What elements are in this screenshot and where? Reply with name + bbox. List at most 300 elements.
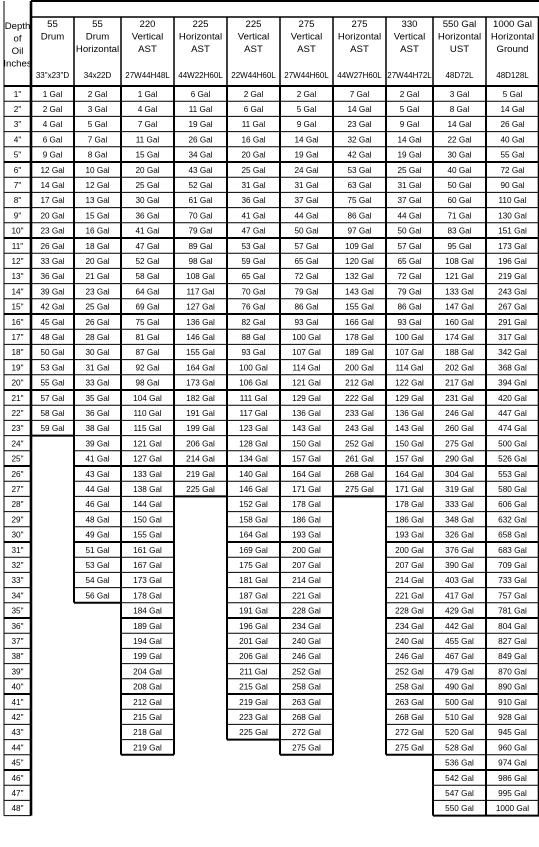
gallon-value: 200 Gal	[292, 545, 321, 555]
gallon-value: 166 Gal	[345, 317, 374, 327]
depth-label: 28"	[11, 500, 24, 510]
gallon-value: 9 Gal	[399, 120, 420, 130]
gallon-value: 107 Gal	[292, 348, 321, 358]
depth-label: 8"	[13, 196, 22, 206]
gallon-value: 368 Gal	[498, 363, 527, 373]
gallon-value: 35 Gal	[85, 393, 110, 403]
gallon-value: 252 Gal	[292, 667, 321, 677]
gallon-value: 28 Gal	[85, 333, 110, 342]
gallon-value: 164 Gal	[239, 530, 268, 540]
gallon-value: 7 Gal	[137, 120, 158, 130]
gallon-value: 93 Gal	[294, 317, 319, 327]
depth-label: 47"	[11, 789, 24, 798]
gallon-value: 1 Gal	[137, 89, 158, 99]
gallon-value: 93 Gal	[241, 348, 266, 358]
gallon-value: 50 Gal	[294, 226, 319, 236]
depth-label: 41"	[11, 697, 24, 707]
gallon-value: 16 Gal	[241, 135, 266, 145]
gallon-value: 164 Gal	[395, 469, 424, 479]
gallon-value: 804 Gal	[498, 621, 527, 631]
gallon-value: 6 Gal	[243, 105, 264, 114]
gallon-value: 199 Gal	[133, 652, 162, 662]
gallon-value: 467 Gal	[445, 652, 474, 662]
gallon-value: 129 Gal	[292, 393, 321, 403]
gallon-value: 83 Gal	[447, 226, 472, 236]
gallon-value: 348 Gal	[445, 515, 474, 525]
gallon-value: 109 Gal	[345, 241, 374, 251]
gallon-value: 31 Gal	[241, 181, 266, 190]
gallon-value: 8 Gal	[87, 150, 108, 160]
gallon-value: 81 Gal	[135, 333, 160, 342]
gallon-value: 212 Gal	[345, 378, 374, 388]
gallon-value: 5 Gal	[296, 105, 317, 114]
gallon-value: 175 Gal	[239, 561, 268, 570]
gallon-value: 214 Gal	[292, 576, 321, 586]
gallon-value: 2 Gal	[243, 89, 264, 99]
gallon-value: 208 Gal	[133, 682, 162, 692]
gallon-value: 46 Gal	[85, 500, 110, 510]
gallon-value: 234 Gal	[395, 621, 424, 631]
gallon-value: 233 Gal	[345, 409, 374, 418]
depth-label: 1"	[13, 89, 22, 99]
gallon-value: 632 Gal	[498, 515, 527, 525]
gallon-value: 228 Gal	[395, 606, 424, 616]
gallon-value: 25 Gal	[85, 302, 110, 312]
gallon-value: 376 Gal	[445, 545, 474, 555]
gallon-value: 72 Gal	[397, 272, 422, 282]
gallon-value: 326 Gal	[445, 530, 474, 540]
depth-label: 48"	[11, 804, 24, 814]
gallon-value: 121 Gal	[133, 439, 162, 449]
depth-label: 22"	[11, 409, 24, 418]
tank-header-name: 1000 Gal	[493, 19, 532, 30]
gallon-value: 93 Gal	[397, 317, 422, 327]
gallon-value: 252 Gal	[395, 667, 424, 677]
tank-header-name: Drum	[40, 31, 65, 43]
gallon-value: 107 Gal	[395, 348, 424, 358]
gallon-value: 14 Gal	[447, 120, 472, 130]
gallon-value: 157 Gal	[292, 454, 321, 464]
gallon-value: 22 Gal	[447, 135, 472, 145]
tank-header-name: UST	[449, 44, 470, 55]
tank-header-dims: 27W44H72L	[387, 71, 432, 80]
gallon-value: 47 Gal	[241, 226, 266, 236]
gallon-value: 275 Gal	[292, 743, 321, 753]
gallon-value: 218 Gal	[133, 728, 162, 738]
gallon-value: 31 Gal	[85, 363, 110, 373]
gallon-value: 23 Gal	[40, 226, 65, 236]
gallon-value: 42 Gal	[347, 150, 372, 160]
gallon-value: 7 Gal	[349, 89, 370, 99]
gallon-value: 33 Gal	[85, 378, 110, 388]
depth-header-line: Inches	[3, 58, 32, 70]
gallon-value: 36 Gal	[85, 409, 110, 418]
gallon-value: 61 Gal	[188, 196, 213, 206]
gallon-value: 88 Gal	[241, 333, 266, 342]
gallon-value: 240 Gal	[292, 637, 321, 646]
gallon-value: 51 Gal	[85, 545, 110, 555]
gallon-value: 219 Gal	[133, 743, 162, 753]
gallon-value: 19 Gal	[294, 150, 319, 160]
gallon-value: 41 Gal	[241, 211, 266, 221]
gallon-value: 143 Gal	[345, 287, 374, 297]
tank-header-name: 55	[92, 19, 103, 30]
tank-header-dims: 48D72L	[445, 71, 474, 80]
gallon-value: 45 Gal	[40, 317, 65, 327]
gallon-value: 12 Gal	[85, 181, 110, 190]
gallon-value: 133 Gal	[445, 287, 474, 297]
gallon-value: 7 Gal	[87, 135, 108, 145]
gallon-value: 100 Gal	[292, 333, 321, 342]
gallon-value: 104 Gal	[133, 393, 162, 403]
gallon-value: 228 Gal	[292, 606, 321, 616]
gallon-value: 207 Gal	[395, 561, 424, 570]
gallon-value: 65 Gal	[241, 272, 266, 282]
gallon-value: 206 Gal	[239, 652, 268, 662]
gallon-value: 17 Gal	[40, 196, 65, 206]
depth-label: 4"	[13, 135, 22, 145]
gallon-value: 44 Gal	[397, 211, 422, 221]
gallon-value: 26 Gal	[85, 317, 110, 327]
tank-header-dims: 34x22D	[83, 71, 112, 80]
gallon-value: 106 Gal	[239, 378, 268, 388]
gallon-value: 11 Gal	[188, 105, 213, 114]
depth-label: 27"	[11, 485, 24, 494]
gallon-value: 30 Gal	[135, 196, 160, 206]
gallon-value: 110 Gal	[133, 409, 162, 418]
depth-label: 32"	[11, 561, 24, 570]
gallon-value: 215 Gal	[133, 713, 162, 722]
tank-header-name: Horizontal	[178, 31, 223, 43]
gallon-value: 138 Gal	[133, 485, 162, 494]
tank-header-dims: 33"x23"D	[35, 71, 70, 80]
gallon-value: 33 Gal	[40, 257, 65, 266]
gallon-value: 870 Gal	[498, 667, 527, 677]
gallon-value: 709 Gal	[498, 561, 527, 570]
gallon-value: 19 Gal	[188, 120, 213, 130]
tank-header-name: 275	[351, 19, 368, 30]
gallon-value: 403 Gal	[445, 576, 474, 586]
gallon-value: 48 Gal	[40, 333, 65, 342]
gallon-value: 221 Gal	[292, 591, 321, 601]
gallon-value: 58 Gal	[40, 409, 65, 418]
gallon-value: 191 Gal	[186, 409, 215, 418]
gallon-value: 18 Gal	[85, 241, 110, 251]
gallon-value: 43 Gal	[85, 469, 110, 479]
gallon-value: 44 Gal	[294, 211, 319, 221]
depth-label: 21"	[11, 393, 24, 403]
gallon-value: 184 Gal	[133, 606, 162, 616]
depth-header-line: Oil	[11, 46, 24, 57]
depth-header-line: Depth	[4, 21, 31, 32]
gallon-value: 146 Gal	[239, 485, 268, 494]
gallon-value: 189 Gal	[345, 348, 374, 358]
gallon-value: 20 Gal	[85, 257, 110, 266]
gallon-value: 243 Gal	[498, 287, 527, 297]
tank-header-name: Horizontal	[337, 31, 382, 43]
gallon-value: 246 Gal	[292, 652, 321, 662]
gallon-value: 182 Gal	[186, 393, 215, 403]
tank-header-dims: 44W27H60L	[337, 71, 382, 80]
gallon-value: 290 Gal	[445, 454, 474, 464]
gallon-value: 20 Gal	[40, 211, 65, 221]
gallon-value: 155 Gal	[345, 302, 374, 312]
tank-header-name: Horizontal	[75, 44, 120, 55]
tank-header-name: Vertical	[290, 31, 323, 43]
gallon-value: 16 Gal	[85, 226, 110, 236]
gallon-value: 150 Gal	[395, 439, 424, 449]
tank-header-name: 55	[47, 19, 58, 30]
gallon-value: 5 Gal	[399, 105, 420, 114]
tank-header-dims: 27W44H48L	[125, 71, 170, 80]
gallon-value: 86 Gal	[347, 211, 372, 221]
gallon-value: 136 Gal	[186, 317, 215, 327]
gallon-value: 291 Gal	[498, 317, 527, 327]
gallon-value: 2 Gal	[42, 105, 63, 114]
gallon-value: 140 Gal	[239, 469, 268, 479]
gallon-value: 6 Gal	[190, 89, 211, 99]
gallon-value: 36 Gal	[40, 272, 65, 282]
gallon-value: 5 Gal	[87, 120, 108, 130]
gallon-value: 152 Gal	[239, 500, 268, 510]
depth-label: 34"	[11, 591, 24, 601]
tank-header-name: 550 Gal	[442, 19, 477, 30]
depth-label: 12"	[11, 257, 24, 266]
gallon-value: 100 Gal	[239, 363, 268, 373]
gallon-value: 75 Gal	[347, 196, 372, 206]
gallon-value: 72 Gal	[294, 272, 319, 282]
tank-header-name: AST	[400, 44, 419, 55]
depth-label: 9"	[13, 211, 22, 221]
depth-label: 33"	[11, 576, 24, 586]
gallon-value: 214 Gal	[395, 576, 424, 586]
gallon-value: 500 Gal	[445, 697, 474, 707]
gallon-value: 211 Gal	[239, 667, 268, 677]
gallon-value: 54 Gal	[85, 576, 110, 586]
tank-header-name: AST	[138, 44, 157, 55]
gallon-value: 246 Gal	[395, 652, 424, 662]
gallon-value: 59 Gal	[40, 424, 65, 434]
gallon-value: 178 Gal	[292, 500, 321, 510]
gallon-value: 19 Gal	[397, 150, 422, 160]
gallon-value: 164 Gal	[186, 363, 215, 373]
gallon-value: 194 Gal	[133, 637, 162, 646]
gallon-value: 56 Gal	[85, 591, 110, 601]
gallon-value: 52 Gal	[135, 257, 160, 266]
gallon-value: 57 Gal	[40, 393, 65, 403]
gallon-value: 55 Gal	[40, 378, 65, 388]
gallon-value: 219 Gal	[186, 469, 215, 479]
gallon-value: 15 Gal	[135, 150, 160, 160]
gallon-value: 215 Gal	[239, 682, 268, 692]
gallon-value: 53 Gal	[241, 241, 266, 251]
gallon-value: 37 Gal	[294, 196, 319, 206]
gallon-value: 193 Gal	[395, 530, 424, 540]
gallon-value: 158 Gal	[239, 515, 268, 525]
gallon-value: 420 Gal	[498, 393, 527, 403]
gallon-value: 261 Gal	[345, 454, 374, 464]
gallon-value: 178 Gal	[345, 333, 374, 342]
gallon-value: 52 Gal	[188, 181, 213, 190]
gallon-value: 157 Gal	[395, 454, 424, 464]
gallon-value: 995 Gal	[498, 789, 527, 798]
gallon-value: 196 Gal	[239, 621, 268, 631]
depth-label: 24"	[11, 439, 24, 449]
gallon-value: 178 Gal	[133, 591, 162, 601]
gallon-value: 59 Gal	[241, 257, 266, 266]
depth-label: 38"	[11, 652, 24, 662]
gallon-value: 50 Gal	[397, 226, 422, 236]
gallon-value: 2 Gal	[399, 89, 420, 99]
gallon-value: 98 Gal	[135, 378, 160, 388]
gallon-value: 155 Gal	[133, 530, 162, 540]
gallon-value: 333 Gal	[445, 500, 474, 510]
tank-header-name: 275	[298, 19, 315, 30]
gallon-value: 13 Gal	[85, 196, 110, 206]
tank-header-name: Horizontal	[490, 31, 535, 43]
gallon-value: 275 Gal	[395, 743, 424, 753]
gallon-value: 171 Gal	[395, 485, 424, 494]
gallon-value: 243 Gal	[345, 424, 374, 434]
gallon-value: 53 Gal	[347, 165, 372, 175]
depth-label: 36"	[11, 621, 24, 631]
gallon-value: 757 Gal	[498, 591, 527, 601]
gallon-value: 31 Gal	[294, 181, 319, 190]
tank-header-name: Horizontal	[437, 31, 482, 43]
depth-label: 37"	[11, 637, 24, 646]
gallon-value: 263 Gal	[292, 697, 321, 707]
gallon-value: 111 Gal	[239, 393, 268, 403]
gallon-value: 606 Gal	[498, 500, 527, 510]
depth-label: 6"	[13, 165, 22, 175]
gallon-value: 34 Gal	[188, 150, 213, 160]
tank-header-name: Vertical	[393, 31, 426, 43]
gallon-value: 25 Gal	[241, 165, 266, 175]
depth-label: 42"	[11, 713, 24, 722]
gallon-value: 683 Gal	[498, 545, 527, 555]
depth-label: 2"	[13, 105, 22, 114]
gallon-value: 500 Gal	[498, 439, 527, 449]
gallon-value: 2 Gal	[296, 89, 317, 99]
gallon-value: 553 Gal	[498, 469, 527, 479]
gallon-value: 169 Gal	[239, 545, 268, 555]
depth-label: 26"	[11, 469, 24, 479]
tank-header-name: AST	[297, 44, 316, 55]
gallon-value: 199 Gal	[186, 424, 215, 434]
gallon-value: 219 Gal	[239, 697, 268, 707]
gallon-value: 217 Gal	[445, 378, 474, 388]
gallon-value: 155 Gal	[186, 348, 215, 358]
gallon-value: 49 Gal	[85, 530, 110, 540]
gallon-value: 173 Gal	[186, 378, 215, 388]
gallon-value: 207 Gal	[292, 561, 321, 570]
gallon-value: 21 Gal	[85, 272, 110, 282]
depth-label: 11"	[11, 241, 24, 251]
gallon-value: 202 Gal	[445, 363, 474, 373]
gallon-value: 429 Gal	[445, 606, 474, 616]
gallon-value: 479 Gal	[445, 667, 474, 677]
tank-header-name: Ground	[496, 44, 529, 55]
gallon-value: 191 Gal	[239, 606, 268, 616]
gallon-value: 186 Gal	[395, 515, 424, 525]
gallon-value: 526 Gal	[498, 454, 527, 464]
gallon-value: 974 Gal	[498, 758, 527, 768]
gallon-value: 136 Gal	[395, 409, 424, 418]
gallon-value: 196 Gal	[498, 257, 527, 266]
gallon-value: 246 Gal	[445, 409, 474, 418]
gallon-value: 24 Gal	[294, 165, 319, 175]
gallon-value: 547 Gal	[445, 789, 474, 798]
gallon-value: 90 Gal	[500, 181, 525, 190]
depth-label: 13"	[11, 272, 24, 282]
gallon-value: 64 Gal	[135, 287, 160, 297]
gallon-value: 39 Gal	[85, 439, 110, 449]
gallon-value: 63 Gal	[347, 181, 372, 190]
gallon-value: 14 Gal	[500, 105, 525, 114]
gallon-value: 733 Gal	[498, 576, 527, 586]
gallon-value: 57 Gal	[397, 241, 422, 251]
gallon-value: 11 Gal	[241, 120, 266, 130]
depth-label: 39"	[11, 667, 24, 677]
gallon-value: 151 Gal	[498, 226, 527, 236]
gallon-value: 1 Gal	[42, 89, 63, 99]
gallon-value: 231 Gal	[445, 393, 474, 403]
tank-header-name: 225	[192, 19, 209, 30]
gallon-value: 193 Gal	[292, 530, 321, 540]
gallon-value: 317 Gal	[498, 333, 527, 342]
gallon-value: 41 Gal	[85, 454, 110, 464]
gallon-value: 455 Gal	[445, 637, 474, 646]
gallon-value: 221 Gal	[395, 591, 424, 601]
depth-label: 45"	[11, 758, 24, 768]
gallon-value: 117 Gal	[239, 409, 268, 418]
tank-header-dims: 22W44H60L	[231, 71, 276, 80]
depth-label: 40"	[11, 682, 24, 692]
depth-label: 17"	[11, 333, 24, 342]
gallon-value: 2 Gal	[87, 89, 108, 99]
depth-label: 16"	[11, 317, 24, 327]
gallon-value: 143 Gal	[292, 424, 321, 434]
depth-label: 44"	[11, 743, 24, 753]
gallon-value: 82 Gal	[241, 317, 266, 327]
gallon-value: 42 Gal	[40, 302, 65, 312]
gallon-value: 173 Gal	[498, 241, 527, 251]
depth-label: 29"	[11, 515, 24, 525]
depth-label: 31"	[11, 545, 24, 555]
gallon-value: 38 Gal	[85, 424, 110, 434]
gallon-value: 133 Gal	[133, 469, 162, 479]
gallon-value: 304 Gal	[445, 469, 474, 479]
depth-label: 3"	[13, 120, 22, 130]
gallon-value: 53 Gal	[85, 561, 110, 570]
gallon-value: 945 Gal	[498, 728, 527, 738]
gallon-value: 123 Gal	[239, 424, 268, 434]
gallon-value: 201 Gal	[239, 637, 268, 646]
depth-label: 43"	[11, 728, 24, 738]
gallon-value: 234 Gal	[292, 621, 321, 631]
gallon-value: 134 Gal	[239, 454, 268, 464]
gallon-value: 48 Gal	[85, 515, 110, 525]
gallon-value: 187 Gal	[239, 591, 268, 601]
gallon-value: 474 Gal	[498, 424, 527, 434]
gallon-value: 272 Gal	[292, 728, 321, 738]
gallon-value: 127 Gal	[186, 302, 215, 312]
gallon-value: 76 Gal	[241, 302, 266, 312]
gallon-value: 263 Gal	[395, 697, 424, 707]
gallon-value: 394 Gal	[498, 378, 527, 388]
tank-header-name: 220	[139, 19, 156, 30]
gallon-value: 258 Gal	[292, 682, 321, 692]
